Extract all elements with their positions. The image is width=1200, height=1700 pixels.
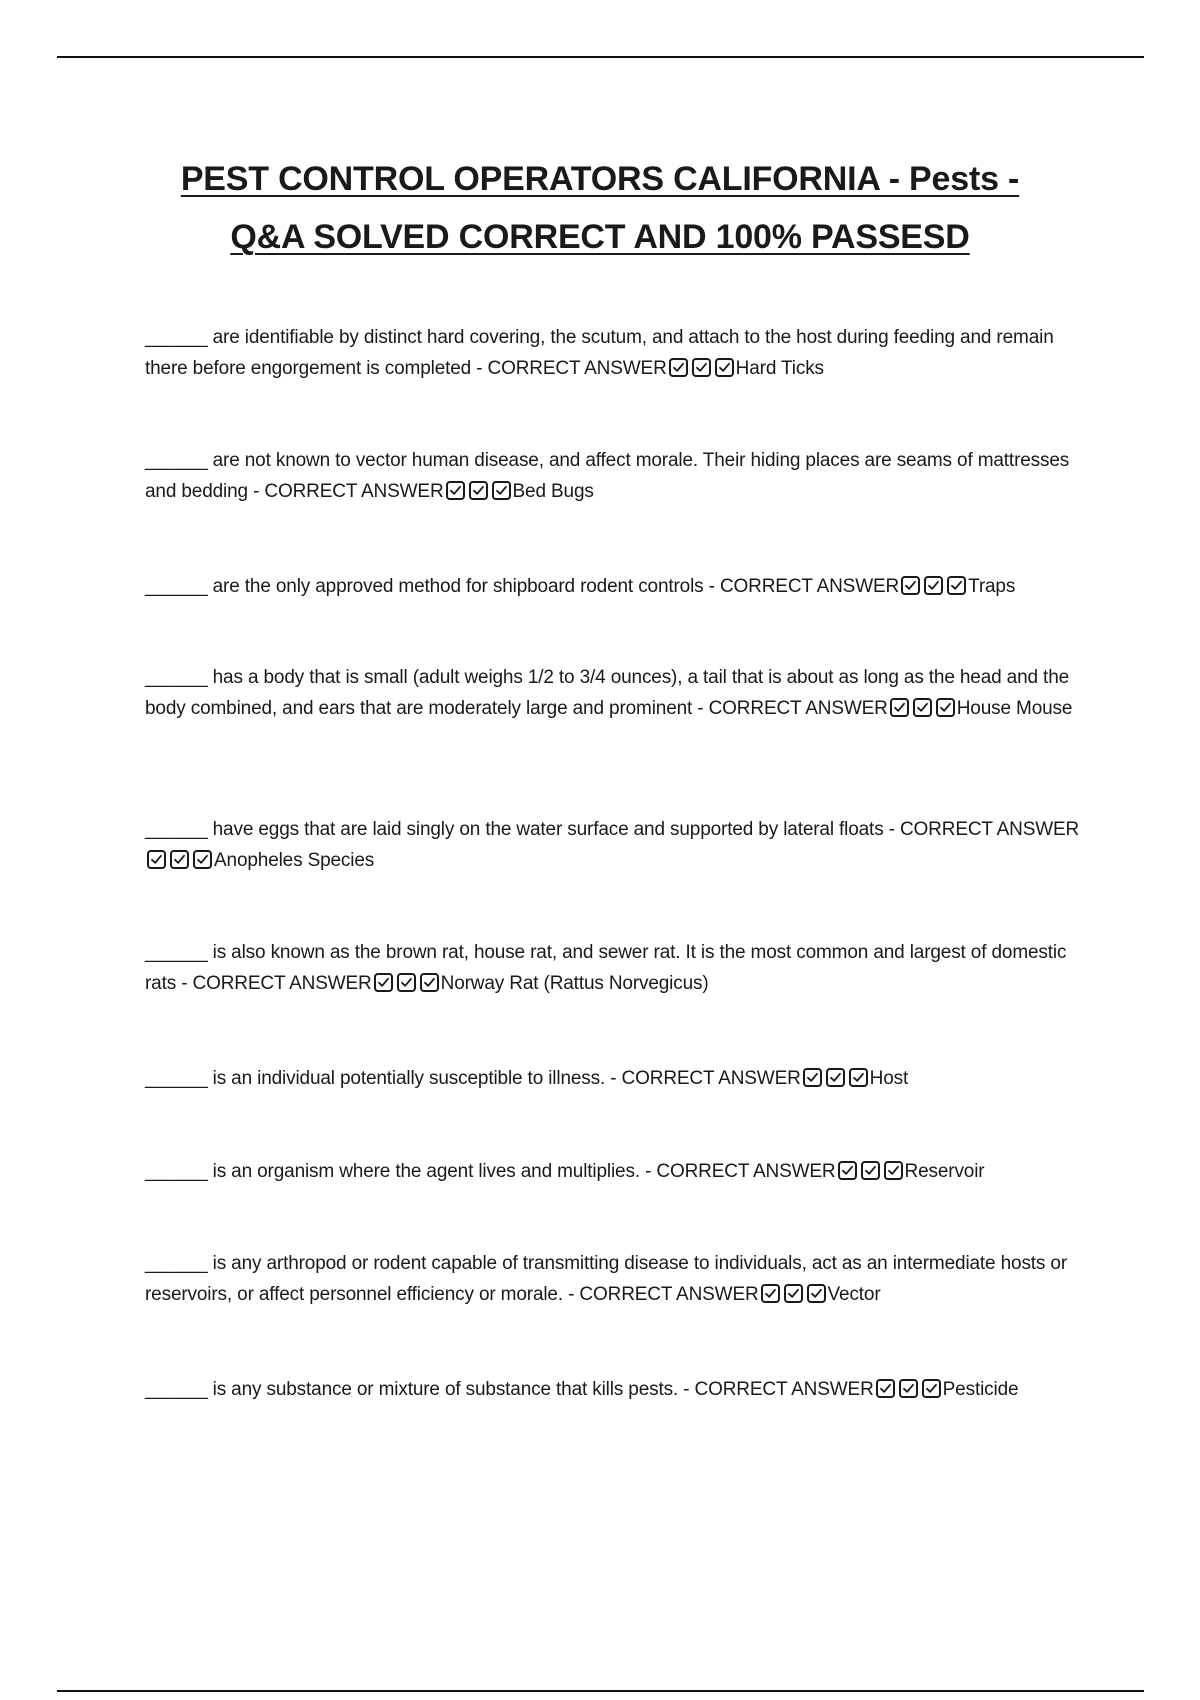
checkbox-check-icon	[784, 1284, 803, 1303]
checkbox-check-icon	[692, 358, 711, 377]
checkbox-check-icon	[884, 1161, 903, 1180]
checkbox-check-icon	[924, 576, 943, 595]
question-text: ______ is any arthropod or rodent capable of transmitting disease to individuals, act as an intermediate hosts or reservoirs, or affect personnel efficiency or morale. - CORRECT ANSWER	[145, 1253, 1067, 1305]
checkbox-check-icon	[922, 1379, 941, 1398]
question-text: ______ has a body that is small (adult weighs 1/2 to 3/4 ounces), a tail that is about as long as the head and the body combined, and ears that are moderately large and prominent - CORRECT ANSWER	[145, 667, 1070, 719]
qa-item	[145, 937, 1085, 999]
checkbox-check-icon	[861, 1161, 880, 1180]
checkbox-check-icon	[901, 576, 920, 595]
question-text: ______ are not known to vector human disease, and affect morale. Their hiding places are seams of mattresses and bedding - CORRECT ANSWER	[145, 450, 1070, 502]
qa-item	[145, 1156, 1085, 1187]
checkbox-check-icon	[492, 481, 511, 500]
question-text: ______ is also known as the brown rat, house rat, and sewer rat. It is the most common and largest of domestic rats - CORRECT ANSWER	[145, 942, 1067, 994]
checkbox-check-icon	[899, 1379, 918, 1398]
qa-item	[145, 322, 1085, 384]
checkbox-check-icon	[715, 358, 734, 377]
answer-text: Bed Bugs	[512, 481, 594, 502]
answer-text: Host	[869, 1068, 909, 1089]
answer-text: Traps	[968, 576, 1016, 597]
checkbox-check-icon	[890, 698, 909, 717]
checkbox-check-icon	[876, 1379, 895, 1398]
question-text: ______ are the only approved method for shipboard rodent controls - CORRECT ANSWER	[145, 576, 900, 597]
qa-item	[145, 1063, 1085, 1094]
answer-text: House Mouse	[956, 698, 1073, 719]
qa-item	[145, 1374, 1085, 1405]
checkbox-check-icon	[761, 1284, 780, 1303]
bottom-rule	[57, 1690, 1144, 1692]
answer-text: Hard Ticks	[735, 358, 824, 379]
qa-item	[145, 1248, 1085, 1310]
answer-text: Reservoir	[904, 1161, 985, 1182]
checkbox-check-icon	[147, 850, 166, 869]
question-text: ______ is any substance or mixture of substance that kills pests. - CORRECT ANSWER	[145, 1379, 874, 1400]
qa-item	[145, 571, 1085, 602]
checkbox-check-icon	[936, 698, 955, 717]
checkbox-check-icon	[838, 1161, 857, 1180]
checkbox-check-icon	[826, 1068, 845, 1087]
checkbox-check-icon	[397, 973, 416, 992]
title-line-2: Q&A SOLVED CORRECT AND 100% PASSESD	[230, 218, 970, 256]
qa-item	[145, 814, 1085, 876]
top-rule	[57, 56, 1144, 58]
qa-item	[145, 662, 1085, 724]
checkbox-check-icon	[807, 1284, 826, 1303]
page-title	[120, 150, 1080, 266]
qa-item	[145, 445, 1085, 507]
checkbox-check-icon	[446, 481, 465, 500]
checkbox-check-icon	[803, 1068, 822, 1087]
answer-text: Anopheles Species	[214, 850, 375, 871]
checkbox-check-icon	[374, 973, 393, 992]
title-line-1: PEST CONTROL OPERATORS CALIFORNIA - Pests -	[180, 160, 1020, 198]
checkbox-check-icon	[849, 1068, 868, 1087]
checkbox-check-icon	[947, 576, 966, 595]
checkbox-check-icon	[469, 481, 488, 500]
checkbox-check-icon	[669, 358, 688, 377]
checkbox-check-icon	[913, 698, 932, 717]
checkbox-check-icon	[193, 850, 212, 869]
checkbox-check-icon	[420, 973, 439, 992]
question-text: ______ is an organism where the agent lives and multiplies. - CORRECT ANSWER	[145, 1161, 836, 1182]
question-text: ______ are identifiable by distinct hard covering, the scutum, and attach to the host during feeding and remain there before engorgement is completed - CORRECT ANSWER	[145, 327, 1054, 379]
question-text: ______ is an individual potentially susceptible to illness. - CORRECT ANSWER	[145, 1068, 801, 1089]
question-text: ______ have eggs that are laid singly on the water surface and supported by lateral floats - CORRECT ANSWER	[145, 819, 1080, 840]
answer-text: Norway Rat (Rattus Norvegicus)	[440, 973, 709, 994]
answer-text: Pesticide	[942, 1379, 1019, 1400]
answer-text: Vector	[827, 1284, 881, 1305]
checkbox-check-icon	[170, 850, 189, 869]
